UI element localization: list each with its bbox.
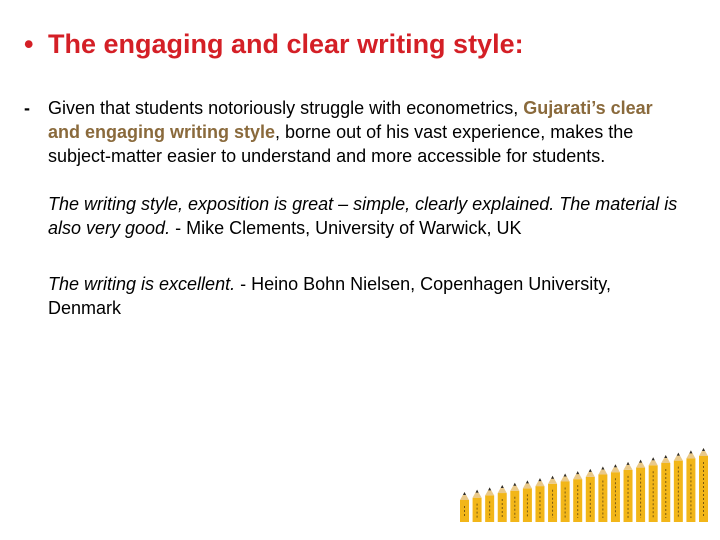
- paragraph-highlight: Gujarati’s clear and engaging writing style: [48, 98, 653, 142]
- pencil-icon: [661, 455, 670, 522]
- pencil-icon: [699, 448, 708, 522]
- pencil-icon: [598, 467, 607, 522]
- pencil-icon: [674, 453, 683, 522]
- pencil-icon: [460, 492, 469, 522]
- pencil-icon: [473, 490, 482, 522]
- pencil-icon: [624, 462, 633, 522]
- pencil-icon: [548, 476, 557, 522]
- quote-1-attribution: - Mike Clements, University of Warwick, UK: [170, 218, 522, 238]
- pencil-icon: [510, 483, 519, 522]
- pencil-icon: [686, 450, 695, 522]
- pencil-icon: [573, 471, 582, 522]
- quote-2-attribution: - Heino Bohn Nielsen, Copenhagen University, Denmark: [48, 274, 611, 318]
- pencil-icon: [561, 473, 570, 522]
- paragraph-marker: -: [24, 98, 30, 118]
- pencil-icon: [535, 478, 544, 522]
- pencil-icon: [649, 457, 658, 522]
- pencils-graphic: [460, 444, 708, 522]
- pencil-icon: [611, 464, 620, 522]
- main-paragraph: [24, 96, 684, 168]
- quote-2: [24, 272, 684, 320]
- quote-1: [24, 192, 684, 240]
- quote-2-text: The writing is excellent.: [48, 274, 236, 294]
- pencil-icon: [636, 460, 645, 522]
- title-text: The engaging and clear writing style:: [48, 29, 524, 59]
- slide-title: [24, 26, 704, 62]
- pencils-illustration: [460, 444, 708, 522]
- quote-1-text: The writing style, exposition is great – simple, clearly explained. The material is also very good.: [48, 194, 678, 238]
- pencil-icon: [485, 487, 494, 522]
- pencil-icon: [498, 485, 507, 522]
- slide-body: [24, 96, 684, 320]
- pencil-icon: [523, 480, 532, 522]
- paragraph-text-after: , borne out of his vast experience, makes the subject-matter easier to understand and more accessible for students.: [48, 122, 634, 166]
- pencil-icon: [586, 469, 595, 522]
- title-bullet: •: [24, 29, 34, 59]
- paragraph-text-before: Given that students notoriously struggle with econometrics,: [48, 98, 524, 118]
